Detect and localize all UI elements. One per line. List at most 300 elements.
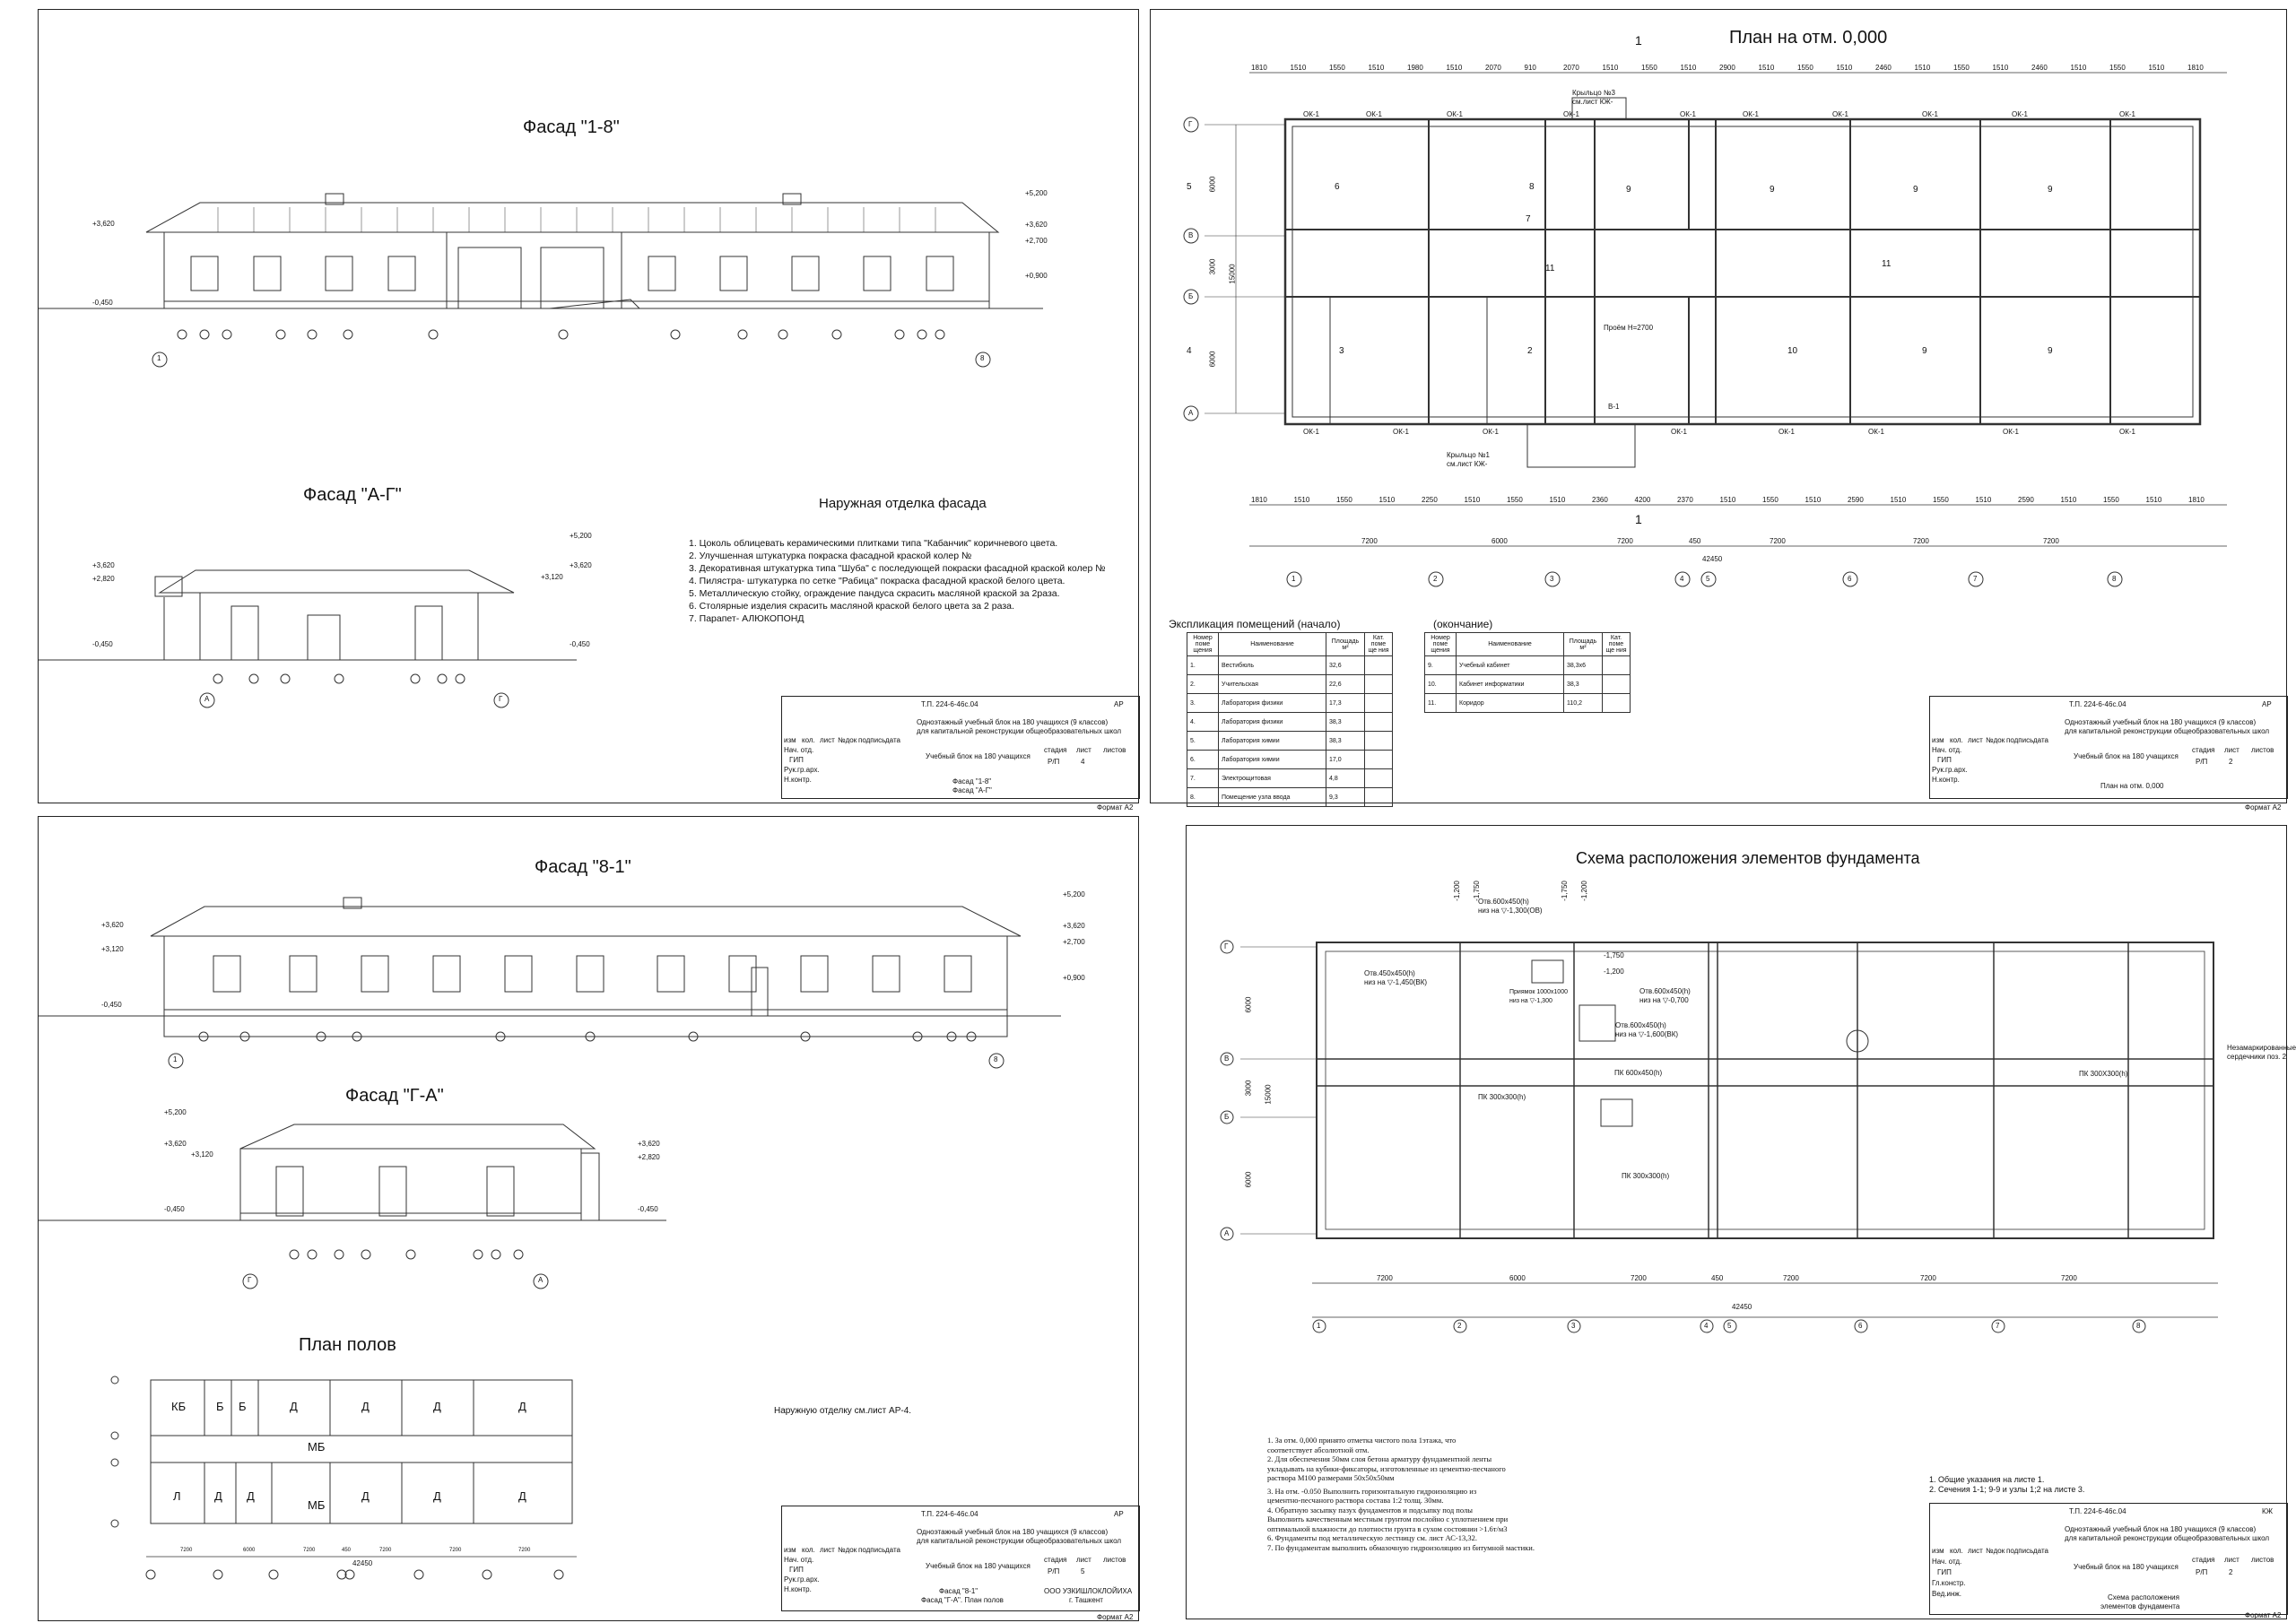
elev-2700: +2,700 xyxy=(1063,938,1085,946)
cell-name: Помещение узла ввода xyxy=(1219,788,1326,807)
top-dim: 1550 xyxy=(2109,64,2126,72)
stamp-desc-2: Фасад "Г-А". План полов xyxy=(921,1596,1004,1604)
cell-name: Лаборатория физики xyxy=(1219,713,1326,732)
format-label: Формат А2 xyxy=(1097,1613,1134,1621)
cell-cat xyxy=(1365,675,1393,694)
title-floors: План полов xyxy=(299,1335,396,1355)
axis-label: 5 xyxy=(1706,575,1710,583)
section-mark-bottom: 1 xyxy=(1635,512,1642,526)
f-label-11: ПК 300х300(h) xyxy=(1478,1093,1526,1101)
stamp-doc: №док xyxy=(838,1546,857,1554)
floor-cell: Л xyxy=(173,1489,181,1503)
floor-cell: Д xyxy=(518,1400,526,1413)
top-dim: 1510 xyxy=(1290,64,1307,72)
format-label: Формат А2 xyxy=(2245,803,2282,812)
bottom-dim: 2590 xyxy=(2018,496,2034,504)
stamp-doc: №док xyxy=(838,736,857,744)
title-block xyxy=(1929,1503,2288,1615)
top-dim: 1550 xyxy=(1641,64,1657,72)
row-dim-3: 6000 xyxy=(1208,351,1217,368)
f-label-15: сердечники поз. 2 xyxy=(2227,1053,2287,1061)
f-row-axis-v: В xyxy=(1224,1055,1230,1063)
window-label-bottom: ОК-1 xyxy=(1303,428,1319,436)
stamp-sheet-h: лист xyxy=(1076,1556,1091,1564)
bottom-dim: 1510 xyxy=(1549,496,1566,504)
stamp-sheets-h: листов xyxy=(2251,1556,2274,1564)
f-row-total: 15000 xyxy=(1264,1084,1273,1105)
title-facade-a-g: Фасад "А-Г" xyxy=(303,485,402,505)
stamp-stage: Р/П xyxy=(1048,758,1060,766)
room-number: 4 xyxy=(1187,346,1192,356)
window-label-top: ОК-1 xyxy=(2119,110,2135,118)
bottom-dim: 1510 xyxy=(2145,496,2162,504)
cell-area: 38,3 xyxy=(1326,713,1365,732)
row-axis-b: Б xyxy=(1188,292,1194,300)
stamp-sign: подпись xyxy=(858,736,886,744)
stamp-sheets-h: листов xyxy=(1103,1556,1126,1564)
table-row xyxy=(1187,656,1393,675)
cell-cat xyxy=(1603,694,1631,713)
axis-label: 7 xyxy=(1973,575,1978,583)
elev-5200: +5,200 xyxy=(1025,189,1048,197)
axis-label: 1 xyxy=(1292,575,1296,583)
stamp-date: дата xyxy=(2033,736,2048,744)
room-number: 8 xyxy=(1529,182,1535,192)
floor-cell: Д xyxy=(247,1489,255,1503)
bottom-dim: 1510 xyxy=(1464,496,1481,504)
axis-a-ga: А xyxy=(538,1276,544,1284)
stamp-name-2: для капитальной реконструкции общеобразовательных школ xyxy=(2065,1534,2270,1542)
floor-dim: 450 xyxy=(342,1548,352,1553)
cell-no: 8. xyxy=(1187,788,1219,807)
window-label-top: ОК-1 xyxy=(2012,110,2028,118)
stamp-sheet-h: лист xyxy=(1076,746,1091,754)
window-label-bottom: ОК-1 xyxy=(1868,428,1884,436)
cell-name: Кабинет информатики xyxy=(1457,675,1564,694)
f-elev-0: -1,200 xyxy=(1452,881,1461,901)
f-axis-label: 7 xyxy=(1996,1322,2000,1330)
stamp-project-code: Т.П. 224-6-46с.04 xyxy=(921,1510,978,1518)
cell-area: 4,8 xyxy=(1326,769,1365,788)
cell-area: 22,6 xyxy=(1326,675,1365,694)
bottom-dim: 2250 xyxy=(1422,496,1438,504)
foundation-notes: 1. За отм. 0,000 принято отметка чистого пола 1этажа, что соответствует абсолютной отм. 2. Для обеспечения 50мм слоя бетона арматуру фундаментной ленты укладывать на кубики-фиксаторы, изготовленные из цементно-песчаного раствора М100 размерами 50х50х50мм 3. На отм. -0.050 Выполнить горизонтальную гидроизоляцию из цементно-песчаного раствора состава 1:2 толщ. 30мм. 4. Обратную засыпку пазух фундаментов и подсыпку под полы Выполнить качественным местным грунтом послойно с уплотнением при оптимальной влажности до плотности грунта в сухом состоянии >1.6т/м3 6. Фундаменты под металлическую лестницу см. лист АС-13,32. 7. По фундаментам выполнить обмазочную гидроизоляцию из битумной мастики. xyxy=(1267,1436,1535,1552)
stamp-izm: изм xyxy=(1932,1547,1944,1555)
top-dim: 1510 xyxy=(2148,64,2165,72)
bottom-dim: 4200 xyxy=(1634,496,1651,504)
room-number: 5 xyxy=(1187,182,1192,192)
stamp-name-2: для капитальной реконструкции общеобразовательных школ xyxy=(917,727,1122,735)
cell-no: 6. xyxy=(1187,751,1219,769)
stamp-stage: Р/П xyxy=(1048,1567,1060,1575)
finish-notes: 1. Цоколь облицевать керамическими плитками типа "Кабанчик" коричневого цвета. 2. Улучшенная штукатурка покраска фасадной краской колер № 3. Декоративная штукатурка типа "Шуба" с последующей покраски фасадной краской колер № 4. Пилястра- штукатурка по сетке "Рабица" покраска фасадной краской белого цвета. 5. Металлическую стойку, ограждение пандуса скрасить масляной краской за 2раза. 6. Столярные изделия скрасить масляной краской белого цвета за 2 раза. 7. Парапет- АЛЮКОПОНД xyxy=(689,538,1106,624)
top-dim: 1810 xyxy=(1251,64,1267,72)
cell-name: Вестибюль xyxy=(1219,656,1326,675)
room-number: 9 xyxy=(1626,185,1631,195)
sheet-foundation-scheme xyxy=(1186,825,2296,1619)
stamp-name-1: Одноэтажный учебный блок на 180 учащихся (9 классов) xyxy=(917,718,1109,726)
elev-m0450-ga: -0,450 xyxy=(164,1205,185,1213)
elev-0900: +0,900 xyxy=(1063,974,1085,982)
window-label-top: ОК-1 xyxy=(1366,110,1382,118)
stamp-role-gip: ГИП xyxy=(1937,1568,1952,1576)
table-row xyxy=(1425,656,1631,675)
stamp-sheet-h: лист xyxy=(2224,746,2239,754)
cell-name: Коридор xyxy=(1457,694,1564,713)
top-dim: 1510 xyxy=(1836,64,1853,72)
f-label-12: ПК 300х300(h) xyxy=(1622,1172,1670,1180)
elev-m0450: -0,450 xyxy=(92,299,113,307)
f-axis-label: 3 xyxy=(1571,1322,1576,1330)
axis-label: 2 xyxy=(1433,575,1438,583)
f-row-axis-a: А xyxy=(1224,1229,1230,1237)
stamp-sign: подпись xyxy=(858,1546,886,1554)
stamp-izm: изм xyxy=(784,736,796,744)
f-label-1: низ на ▽-1,300(ОВ) xyxy=(1478,907,1543,915)
room-number: 9 xyxy=(2048,346,2053,356)
f-axis-dim: 7200 xyxy=(1783,1274,1799,1282)
axis-label: 6 xyxy=(1848,575,1852,583)
stamp-sign: подпись xyxy=(2006,736,2034,744)
f-axis-label: 2 xyxy=(1457,1322,1462,1330)
f-axis-dim: 7200 xyxy=(1631,1274,1647,1282)
room-number: 9 xyxy=(1770,185,1775,195)
f-label-4: Отв.600х450(h) xyxy=(1639,987,1691,995)
stamp-org-2: г. Ташкент xyxy=(1069,1596,1103,1604)
window-label-top: ОК-1 xyxy=(1680,110,1696,118)
cell-area: 17,3 xyxy=(1326,694,1365,713)
elev-m0450-ga-r: -0,450 xyxy=(638,1205,658,1213)
cell-name: Учительская xyxy=(1219,675,1326,694)
floor-cell: МБ xyxy=(308,1440,326,1454)
table-row xyxy=(1425,694,1631,713)
section-mark-top: 1 xyxy=(1635,33,1642,48)
stamp-kol: кол. xyxy=(802,736,815,744)
total-dim: 42450 xyxy=(1702,555,1723,563)
axis-dim: 7200 xyxy=(1913,537,1929,545)
floor-cell: МБ xyxy=(308,1498,326,1512)
window-label-bottom: ОК-1 xyxy=(1393,428,1409,436)
stamp-desc-1: Схема расположения xyxy=(2108,1593,2179,1601)
floor-cell: Д xyxy=(214,1489,222,1503)
axis-dim: 450 xyxy=(1689,537,1701,545)
elev-2700: +2,700 xyxy=(1025,237,1048,245)
elev-3620-left: +3,620 xyxy=(101,921,124,929)
bottom-dim: 1550 xyxy=(1762,496,1779,504)
stamp-role-gip: ГИП xyxy=(789,756,804,764)
axis-dim: 7200 xyxy=(1617,537,1633,545)
floor-dim: 7200 xyxy=(303,1548,316,1553)
f-axis-label: 6 xyxy=(1858,1322,1863,1330)
stamp-desc-2: элементов фундамента xyxy=(2100,1602,2180,1610)
stamp-stage-h: стадия xyxy=(1044,1556,1067,1564)
cell-no: 2. xyxy=(1187,675,1219,694)
stamp-desc-2: Фасад "А-Г" xyxy=(952,786,992,794)
finish-title: Наружная отделка фасада xyxy=(819,496,987,511)
floor-dim: 7200 xyxy=(518,1548,531,1553)
cell-area: 38,3х6 xyxy=(1564,656,1603,675)
cell-no: 1. xyxy=(1187,656,1219,675)
title-block xyxy=(781,696,1140,799)
stamp-role-ruk: Рук.гр.арх. xyxy=(1932,766,1968,774)
porch-1: Крыльцо №1 xyxy=(1447,451,1490,459)
table-row xyxy=(1187,675,1393,694)
room-number: 9 xyxy=(1913,185,1918,195)
window-label-bottom: ОК-1 xyxy=(2119,428,2135,436)
top-dim: 2070 xyxy=(1485,64,1501,72)
elev-m0450-ag-right: -0,450 xyxy=(570,640,590,648)
top-dim: 1510 xyxy=(1368,64,1385,72)
stamp-date: дата xyxy=(885,1546,900,1554)
row-axis-v: В xyxy=(1188,231,1194,239)
format-label: Формат А2 xyxy=(2245,1611,2282,1619)
top-dim: 2070 xyxy=(1563,64,1579,72)
porch-3: Крыльцо №3 xyxy=(1572,89,1615,97)
cell-name: Учебный кабинет xyxy=(1457,656,1564,675)
stamp-izm: изм xyxy=(784,1546,796,1554)
window-label-top: ОК-1 xyxy=(1743,110,1759,118)
porch-1-ref: см.лист КЖ- xyxy=(1447,460,1488,468)
axis-1: 1 xyxy=(173,1055,178,1063)
stamp-role-gl: Гл.констр. xyxy=(1932,1579,1966,1587)
stamp-kol: кол. xyxy=(1950,1547,1963,1555)
porch-3-ref: см.лист КЖ- xyxy=(1572,98,1613,106)
bottom-dim: 2370 xyxy=(1677,496,1693,504)
f-axis-dim: 7200 xyxy=(2061,1274,2077,1282)
f-elev-1: -1,750 xyxy=(1472,881,1481,901)
axis-g-ga: Г xyxy=(248,1276,252,1284)
elev-3620: +3,620 xyxy=(1063,922,1085,930)
cell-area: 17,0 xyxy=(1326,751,1365,769)
cell-cat xyxy=(1365,788,1393,807)
bottom-dim: 1550 xyxy=(1507,496,1523,504)
elev-5200-ag: +5,200 xyxy=(570,532,592,540)
cell-no: 10. xyxy=(1425,675,1457,694)
stamp-stage-h: стадия xyxy=(1044,746,1067,754)
bottom-dim: 1810 xyxy=(2188,496,2205,504)
cell-name: Электрощитовая xyxy=(1219,769,1326,788)
cell-cat xyxy=(1365,713,1393,732)
f-elev-4: -1,750 xyxy=(1604,951,1624,959)
row-dim-1: 6000 xyxy=(1208,176,1217,193)
top-dim: 1980 xyxy=(1407,64,1423,72)
table-row xyxy=(1187,788,1393,807)
stamp-doc: №док xyxy=(1986,1547,2005,1555)
floor-cell: Д xyxy=(433,1400,441,1413)
table-row xyxy=(1187,751,1393,769)
stamp-role-nk: Н.контр. xyxy=(784,776,812,784)
table-row xyxy=(1187,732,1393,751)
top-dim: 2900 xyxy=(1719,64,1735,72)
axis-8: 8 xyxy=(980,354,985,362)
stamp-code: КЖ xyxy=(2262,1507,2274,1515)
cell-area: 32,6 xyxy=(1326,656,1365,675)
elev-3620-ag: +3,620 xyxy=(570,561,592,569)
stamp-role-nach: Нач. отд. xyxy=(784,1556,814,1564)
row-dim-2: 3000 xyxy=(1208,258,1217,275)
cell-no: 11. xyxy=(1425,694,1457,713)
axis-label: 4 xyxy=(1680,575,1684,583)
explication-table-1: Номер поме щения Наименование Площадь м² Кат. поме ще ния 1. Вестибюль 32,6 2. Учительская 22,6 3. Лаборатория физики 17,3 4. Лаборатория физики 38,3 5. Лаборатория химии 38,3 6. Лаборатория химии 17,0 7. Электрощитовая 4,8 8. Помещение узла ввода 9,3 xyxy=(1187,632,1393,807)
elev-3620-ga-r: +3,620 xyxy=(638,1140,660,1148)
floor-dim: 7200 xyxy=(379,1548,392,1553)
stamp-code: АР xyxy=(2262,700,2272,708)
stamp-name-1: Одноэтажный учебный блок на 180 учащихся (9 классов) xyxy=(2065,1525,2257,1533)
bottom-dim: 1510 xyxy=(1805,496,1822,504)
cell-no: 7. xyxy=(1187,769,1219,788)
top-dim: 1510 xyxy=(1602,64,1619,72)
stamp-code: АР xyxy=(1114,1510,1124,1518)
stamp-date: дата xyxy=(2033,1547,2048,1555)
f-label-14: Незамаркированные xyxy=(2227,1044,2296,1052)
top-dim: 1510 xyxy=(1446,64,1463,72)
elev-2820-ag: +2,820 xyxy=(92,575,115,583)
window-label-top: ОК-1 xyxy=(1832,110,1848,118)
axis-a: А xyxy=(204,695,210,703)
elev-3620-ag-left: +3,620 xyxy=(92,561,115,569)
f-row-dim-3: 6000 xyxy=(1244,1171,1253,1188)
elev-5200-ga: +5,200 xyxy=(164,1108,187,1116)
f-elev-2: -1,750 xyxy=(1560,881,1569,901)
top-dim: 1550 xyxy=(1953,64,1970,72)
cell-area: 110,2 xyxy=(1564,694,1603,713)
sheet-facades-1-8-a-g xyxy=(38,9,1139,812)
stamp-role-ved: Вед.инж. xyxy=(1932,1590,1961,1598)
stamp-desc-1: Фасад "1-8" xyxy=(952,777,992,785)
stamp-name-1: Одноэтажный учебный блок на 180 учащихся (9 классов) xyxy=(2065,718,2257,726)
stamp-stage-h: стадия xyxy=(2192,1556,2215,1564)
stamp-name-1: Одноэтажный учебный блок на 180 учащихся (9 классов) xyxy=(917,1528,1109,1536)
stamp-block: Учебный блок на 180 учащихся xyxy=(2074,752,2179,760)
facade-8-1-drawing xyxy=(39,817,1140,1622)
bottom-dim: 2360 xyxy=(1592,496,1608,504)
stamp-role-nk: Н.контр. xyxy=(784,1585,812,1593)
cell-name: Лаборатория химии xyxy=(1219,751,1326,769)
cell-no: 9. xyxy=(1425,656,1457,675)
cell-no: 5. xyxy=(1187,732,1219,751)
cell-cat xyxy=(1365,751,1393,769)
stamp-desc-1: Фасад "8-1" xyxy=(939,1587,978,1595)
f-elev-3: -1,200 xyxy=(1579,881,1588,901)
axis-label: 3 xyxy=(1550,575,1554,583)
row-axis-g: Г xyxy=(1188,120,1193,128)
stamp-block: Учебный блок на 180 учащихся xyxy=(926,1562,1031,1570)
floor-dim: 6000 xyxy=(243,1548,256,1553)
stamp-list: лист xyxy=(820,1546,835,1554)
cell-area: 9,3 xyxy=(1326,788,1365,807)
axis-dim: 7200 xyxy=(2043,537,2059,545)
top-dim: 1510 xyxy=(1758,64,1775,72)
bottom-dim: 2590 xyxy=(1848,496,1864,504)
f-axis-label: 5 xyxy=(1727,1322,1732,1330)
bottom-dim: 1510 xyxy=(2060,496,2077,504)
stamp-role-nach: Нач. отд. xyxy=(1932,1558,1962,1566)
table-row xyxy=(1187,713,1393,732)
stamp-role-nk: Н.контр. xyxy=(1932,776,1960,784)
room-number: 10 xyxy=(1787,346,1798,356)
stamp-desc: План на отм. 0,000 xyxy=(2100,782,2164,790)
axis-g: Г xyxy=(499,695,503,703)
window-label-bottom: ОК-1 xyxy=(1671,428,1687,436)
f-axis-dim: 450 xyxy=(1711,1274,1724,1282)
stamp-list: лист xyxy=(820,736,835,744)
sheet-floor-plan xyxy=(1150,9,2287,812)
floor-cell: Д xyxy=(290,1400,298,1413)
bottom-dim: 1510 xyxy=(1293,496,1310,504)
floor-cell: Б xyxy=(216,1400,224,1413)
f-label-0: Отв.600х450(h) xyxy=(1478,898,1529,906)
elev-3120-ga: +3,120 xyxy=(191,1150,213,1159)
f-label-3: низ на ▽-1,450(ВК) xyxy=(1364,978,1428,986)
window-label-top: ОК-1 xyxy=(1447,110,1463,118)
f-row-axis-b: Б xyxy=(1224,1113,1230,1121)
cell-cat xyxy=(1603,656,1631,675)
title-block xyxy=(1929,696,2288,799)
format-label: Формат А2 xyxy=(1097,803,1134,812)
title-facade-8-1: Фасад "8-1" xyxy=(535,857,631,877)
top-dim: 1550 xyxy=(1329,64,1345,72)
row-axis-a: А xyxy=(1188,409,1194,417)
window-label-bottom: ОК-1 xyxy=(1779,428,1795,436)
stamp-doc: №док xyxy=(1986,736,2005,744)
stamp-sheets-h: листов xyxy=(2251,746,2274,754)
f-label-13: ПК 300Х300(h) xyxy=(2079,1070,2128,1078)
stamp-project-code: Т.П. 224-6-46с.04 xyxy=(2069,1507,2126,1515)
expl-title-2: (окончание) xyxy=(1433,618,1493,630)
stamp-list: лист xyxy=(1968,1547,1983,1555)
axis-label: 8 xyxy=(2112,575,2117,583)
cell-cat xyxy=(1365,694,1393,713)
title-facade-g-a: Фасад "Г-А" xyxy=(345,1086,444,1106)
f-axis-label: 1 xyxy=(1317,1322,1321,1330)
cell-no: 3. xyxy=(1187,694,1219,713)
elev-3620-ga: +3,620 xyxy=(164,1140,187,1148)
top-dim: 2460 xyxy=(2031,64,2048,72)
general-notes: 1. Общие указания на листе 1. 2. Сечения 1-1; 9-9 и узлы 1;2 на листе 3. xyxy=(1929,1475,2085,1494)
stamp-role-ruk: Рук.гр.арх. xyxy=(784,766,820,774)
stamp-sheet-no: 2 xyxy=(2229,758,2233,766)
floor-cell: Д xyxy=(433,1489,441,1503)
floor-dim: 7200 xyxy=(449,1548,462,1553)
cell-name: Лаборатория физики xyxy=(1219,694,1326,713)
opening-label: Проём Н=2700 xyxy=(1604,324,1654,332)
f-row-dim-2: 3000 xyxy=(1244,1080,1253,1097)
stamp-block: Учебный блок на 180 учащихся xyxy=(926,752,1031,760)
cell-no: 4. xyxy=(1187,713,1219,732)
expl-title-1: Экспликация помещений (начало) xyxy=(1169,618,1341,630)
cell-cat xyxy=(1603,675,1631,694)
stamp-sheet-h: лист xyxy=(2224,1556,2239,1564)
title-block xyxy=(781,1506,1140,1611)
stamp-role-nach: Нач. отд. xyxy=(1932,746,1962,754)
stamp-stage: Р/П xyxy=(2196,758,2208,766)
bottom-dim: 1810 xyxy=(1251,496,1267,504)
room-number: 9 xyxy=(2048,185,2053,195)
top-dim: 2460 xyxy=(1875,64,1892,72)
axis-8: 8 xyxy=(994,1055,998,1063)
cell-cat xyxy=(1365,656,1393,675)
axis-1: 1 xyxy=(157,354,161,362)
stamp-sheet-no: 2 xyxy=(2229,1568,2233,1576)
floor-total: 42450 xyxy=(352,1559,373,1567)
axis-dim: 6000 xyxy=(1492,537,1508,545)
elev-3120-ag: +3,120 xyxy=(541,573,563,581)
window-label-top: ОК-1 xyxy=(1303,110,1319,118)
stamp-role-nach: Нач. отд. xyxy=(784,746,814,754)
window-label-top: ОК-1 xyxy=(1922,110,1938,118)
door-label: В-1 xyxy=(1608,403,1620,411)
floor-cell: Д xyxy=(361,1489,370,1503)
